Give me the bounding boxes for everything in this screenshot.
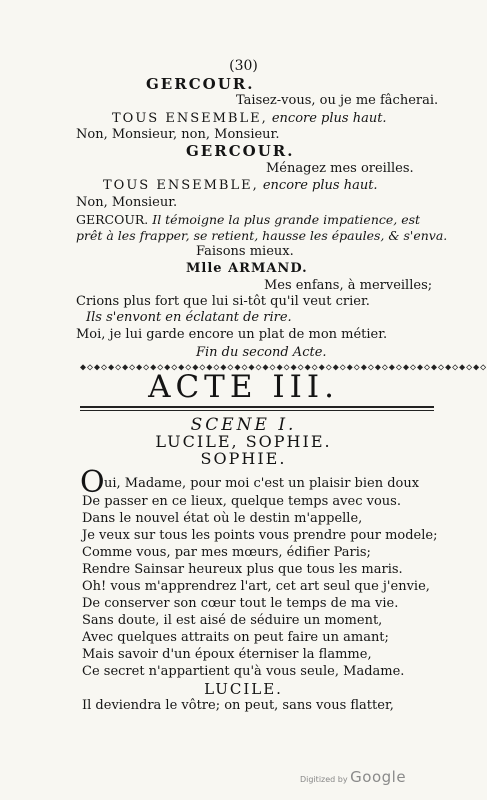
speaker-lucile: LUCILE. xyxy=(204,680,283,698)
act-end-note: Fin du second Acte. xyxy=(196,345,327,360)
scene-characters: LUCILE, SOPHIE. xyxy=(155,432,332,451)
speaker-all: TOUS ENSEMBLE, xyxy=(112,111,268,126)
verse-line: Avec quelques attraits on peut faire un amant; xyxy=(82,630,389,645)
dialogue-line: Mes enfans, à merveilles; xyxy=(264,278,433,293)
speaker-armand: Mlle ARMAND. xyxy=(186,261,308,276)
direction-text: Il témoigne la plus grande impatience, est xyxy=(152,212,421,227)
direction-text: encore plus haut. xyxy=(262,178,378,193)
dialogue-line: Crions plus fort que lui si-tôt qu'il veut crier. xyxy=(76,294,370,309)
stage-direction: Ils s'envont en éclatant de rire. xyxy=(86,310,292,325)
scene-title: SCENE I. xyxy=(190,415,297,435)
verse-line: Il deviendra le vôtre; on peut, sans vous flatter, xyxy=(82,698,394,713)
dialogue-line: Taisez-vous, ou je me fâcherai. xyxy=(236,93,439,108)
verse-line: Oh! vous m'apprendrez l'art, cet art seul que j'envie, xyxy=(82,579,430,594)
google-logo: Google xyxy=(350,768,407,786)
verse-line: Ce secret n'appartient qu'à vous seule, Madame. xyxy=(82,664,405,679)
verse-line: Rendre Sainsar heureux plus que tous les maris. xyxy=(82,562,403,577)
digitized-label: Digitized by xyxy=(300,775,348,784)
stage-direction xyxy=(112,111,387,127)
stage-direction xyxy=(76,212,420,228)
verse-line: Je veux sur tous les points vous prendre pour modele; xyxy=(82,528,438,543)
speaker-all: TOUS ENSEMBLE, xyxy=(103,178,259,193)
verse-line: De passer en ce lieux, quelque temps avec vous. xyxy=(82,494,401,509)
digitized-watermark xyxy=(300,768,406,786)
speaker-gercour: GERCOUR. xyxy=(186,142,295,160)
act-title: ACTE III. xyxy=(148,369,339,405)
page-number: (30) xyxy=(229,58,258,74)
verse-line: Sans doute, il est aisé de séduire un moment, xyxy=(82,613,383,628)
verse-line: De conserver son cœur tout le temps de ma vie. xyxy=(82,596,399,611)
verse-line: Comme vous, par mes mœurs, édifier Paris; xyxy=(82,545,371,560)
dialogue-line: Non, Monsieur, non, Monsieur. xyxy=(76,127,280,142)
direction-text: encore plus haut. xyxy=(271,111,387,126)
speaker-gercour: GERCOUR. xyxy=(76,212,149,227)
dialogue-line: Non, Monsieur. xyxy=(76,195,178,210)
drop-cap: O xyxy=(80,465,105,500)
ornament-divider: ◆◇◆◇◆◇◆◇◆◇◆◇◆◇◆◇◆◇◆◇◆◇◆◇◆◇◆◇◆◇◆◇◆◇◆◇◆◇◆◇◆◇◆◇◆◇◆◇◆◇◆◇◆◇◆◇◆◇ xyxy=(80,362,487,373)
verse-line: Mais savoir d'un époux éterniser la flamme, xyxy=(82,647,372,662)
dialogue-line: Moi, je lui garde encore un plat de mon métier. xyxy=(76,327,388,342)
verse-line: ui, Madame, pour moi c'est un plaisir bien doux xyxy=(104,476,420,491)
stage-direction xyxy=(103,178,378,194)
direction-text: prêt à les frapper, se retient, hausse les épaules, & s'enva. xyxy=(76,228,448,243)
rule-divider xyxy=(80,406,434,408)
verse-line: Dans le nouvel état où le destin m'appelle, xyxy=(82,511,363,526)
speaker-sophie: SOPHIE. xyxy=(200,449,287,468)
dialogue-line: Ménagez mes oreilles. xyxy=(266,161,414,176)
speaker-gercour: GERCOUR. xyxy=(146,75,255,93)
dialogue-line: Faisons mieux. xyxy=(196,244,294,259)
rule-divider xyxy=(80,410,434,411)
